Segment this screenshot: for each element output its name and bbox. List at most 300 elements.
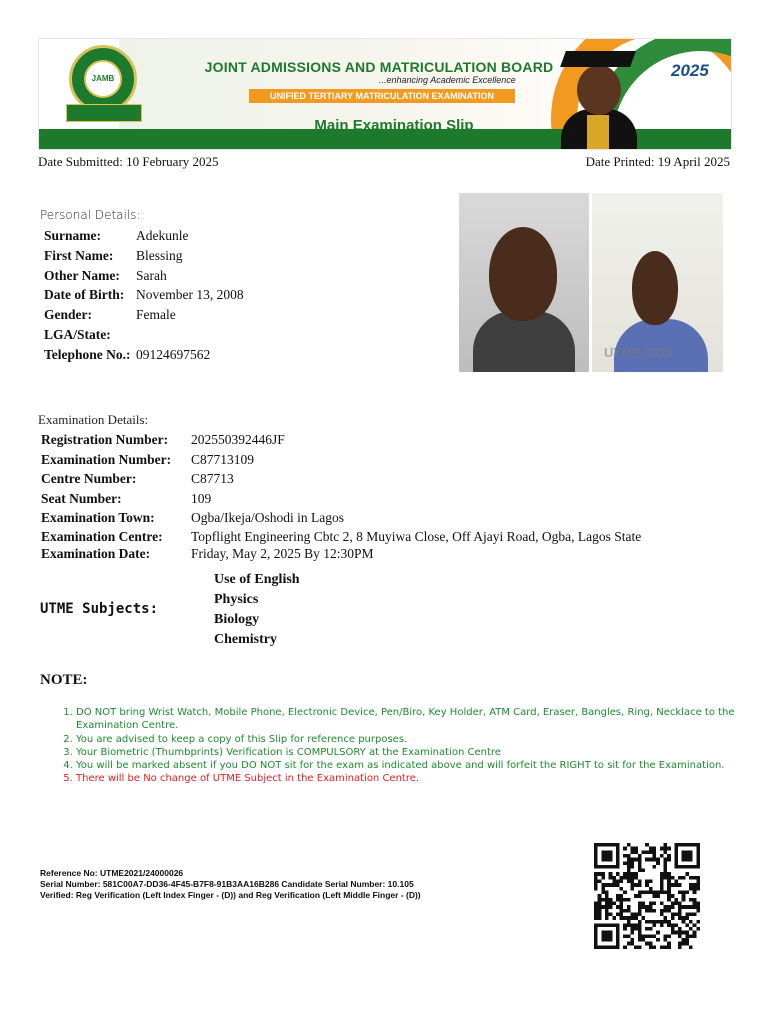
field-label: Centre Number: — [41, 471, 137, 487]
qr-module — [663, 850, 667, 854]
candidate-passport-photo — [459, 193, 589, 372]
note-item-warning: 5. There will be No change of UTME Subject in the Examination Centre. — [76, 772, 736, 785]
qr-module — [642, 901, 646, 905]
qr-module — [652, 847, 656, 851]
qr-module — [693, 876, 697, 880]
qr-module — [631, 880, 635, 884]
qr-module — [674, 901, 678, 905]
qr-module — [656, 858, 660, 862]
qr-module — [678, 876, 682, 880]
qr-module — [601, 887, 605, 891]
subject-item: Physics — [214, 592, 259, 607]
qr-module — [689, 883, 693, 887]
qr-module — [649, 942, 653, 946]
qr-module — [671, 876, 675, 880]
qr-module — [693, 887, 697, 891]
qr-module — [671, 927, 675, 931]
qr-module — [667, 942, 671, 946]
table-row — [44, 246, 252, 266]
utme-subjects-list — [214, 570, 300, 650]
qr-module — [696, 880, 700, 884]
qr-module — [696, 909, 700, 913]
qr-module — [605, 901, 609, 905]
reference-block — [40, 868, 421, 901]
field-value: 202550392446JF — [191, 432, 285, 447]
table-row — [41, 545, 649, 562]
qr-module — [594, 916, 598, 920]
qr-module — [685, 872, 689, 876]
qr-module — [634, 945, 638, 949]
qr-module — [678, 912, 682, 916]
qr-module — [667, 872, 671, 876]
qr-module — [601, 883, 605, 887]
logo-emblem — [84, 60, 122, 98]
qr-module — [631, 923, 635, 927]
note-list — [40, 706, 736, 786]
qr-module — [609, 872, 613, 876]
qr-module — [656, 920, 660, 924]
qr-module — [645, 858, 649, 862]
qr-module — [682, 905, 686, 909]
qr-module — [627, 920, 631, 924]
logo-text: JAMB — [91, 74, 115, 83]
qr-module — [660, 872, 664, 876]
qr-module — [649, 880, 653, 884]
qr-module — [623, 898, 627, 902]
date-submitted: Date Submitted: 10 February 2025 — [38, 154, 219, 169]
field-label: Other Name: — [44, 267, 120, 283]
qr-module — [601, 898, 605, 902]
table-row — [41, 430, 649, 450]
photo-stamp: UTME 2025 — [604, 345, 674, 360]
table-row — [44, 325, 252, 345]
graduate-image — [559, 45, 639, 149]
qr-module — [631, 883, 635, 887]
qr-module — [696, 887, 700, 891]
qr-module — [678, 901, 682, 905]
qr-module — [609, 898, 613, 902]
qr-module — [645, 927, 649, 931]
qr-module — [674, 912, 678, 916]
qr-module — [612, 883, 616, 887]
qr-module — [652, 934, 656, 938]
field-label: Seat Number: — [41, 490, 122, 506]
qr-module — [663, 938, 667, 942]
field-label: Examination Number: — [41, 451, 172, 467]
qr-module — [678, 942, 682, 946]
qr-module — [623, 861, 627, 865]
qr-module — [620, 912, 624, 916]
qr-module — [638, 894, 642, 898]
qr-module — [616, 880, 620, 884]
board-tagline: ...enhancing Academic Excellence — [379, 75, 516, 85]
qr-module — [656, 894, 660, 898]
qr-module — [656, 931, 660, 935]
qr-module — [696, 920, 700, 924]
utme-subjects-label: UTME Subjects: — [40, 601, 159, 617]
qr-module — [623, 872, 627, 876]
qr-module — [663, 843, 667, 847]
qr-module — [649, 945, 653, 949]
note-item: 4. You will be marked absent if you DO NOT sit for the exam as indicated above and will forfeit the RIGHT to sit for the Examination. — [76, 759, 736, 772]
qr-module — [627, 898, 631, 902]
qr-module — [660, 891, 664, 895]
qr-module — [671, 883, 675, 887]
qr-module — [620, 901, 624, 905]
qr-module — [667, 891, 671, 895]
qr-module — [682, 920, 686, 924]
field-value — [136, 325, 252, 345]
qr-module — [634, 850, 638, 854]
qr-module — [685, 931, 689, 935]
qr-module — [616, 898, 620, 902]
qr-module — [660, 887, 664, 891]
qr-module — [645, 934, 649, 938]
field-label: Examination Town: — [41, 510, 155, 526]
qr-module — [693, 931, 697, 935]
subject-item: Use of English — [214, 572, 300, 587]
qr-module — [631, 931, 635, 935]
qr-module — [616, 905, 620, 909]
qr-module — [627, 923, 631, 927]
qr-module — [598, 909, 602, 913]
qr-module — [601, 891, 605, 895]
qr-module — [689, 927, 693, 931]
qr-module — [620, 898, 624, 902]
subject-item: Biology — [214, 612, 260, 627]
graduation-cap-icon — [560, 51, 636, 67]
exam-name-bar: UNIFIED TERTIARY MATRICULATION EXAMINATION — [249, 89, 515, 103]
qr-module — [623, 909, 627, 913]
qr-module — [663, 920, 667, 924]
note-item: 3. Your Biometric (Thumbprints) Verification is COMPULSORY at the Examination Centre — [76, 746, 736, 759]
qr-module — [682, 931, 686, 935]
qr-module — [652, 865, 656, 869]
qr-module — [631, 872, 635, 876]
qr-module — [689, 934, 693, 938]
qr-module — [594, 887, 598, 891]
qr-module — [652, 850, 656, 854]
qr-module — [671, 923, 675, 927]
qr-module — [685, 912, 689, 916]
qr-module — [663, 916, 667, 920]
photo-head — [632, 251, 678, 325]
qr-module — [689, 945, 693, 949]
qr-module — [605, 905, 609, 909]
qr-module — [649, 887, 653, 891]
qr-module — [609, 876, 613, 880]
qr-module — [594, 905, 598, 909]
qr-module — [667, 920, 671, 924]
qr-module — [638, 869, 642, 873]
qr-module — [601, 905, 605, 909]
qr-module — [616, 872, 620, 876]
qr-module — [642, 905, 646, 909]
field-label: Surname: — [44, 228, 101, 243]
qr-module — [696, 883, 700, 887]
qr-module — [649, 934, 653, 938]
qr-module — [623, 916, 627, 920]
qr-module — [631, 887, 635, 891]
photo-head — [489, 227, 557, 321]
qr-module — [660, 876, 664, 880]
qr-module — [663, 869, 667, 873]
qr-module — [689, 887, 693, 891]
note-item: 2. You are advised to keep a copy of this Slip for reference purposes. — [76, 733, 736, 746]
board-title: JOINT ADMISSIONS AND MATRICULATION BOARD — [204, 59, 554, 75]
qr-module — [598, 872, 602, 876]
qr-module — [674, 923, 678, 927]
qr-module — [682, 894, 686, 898]
qr-module — [638, 945, 642, 949]
qr-module — [638, 938, 642, 942]
graduate-stole — [587, 115, 609, 149]
qr-module — [689, 912, 693, 916]
qr-module — [601, 876, 605, 880]
qr-module — [620, 887, 624, 891]
qr-module — [663, 909, 667, 913]
qr-module — [620, 916, 624, 920]
field-value: Female — [136, 307, 176, 323]
qr-module — [616, 883, 620, 887]
qr-module — [671, 894, 675, 898]
qr-module — [638, 861, 642, 865]
slip-title: Main Examination Slip — [314, 117, 474, 134]
qr-module — [642, 934, 646, 938]
qr-module — [631, 861, 635, 865]
qr-module — [634, 847, 638, 851]
field-value: Adekunle — [136, 228, 189, 243]
qr-module — [594, 872, 598, 876]
qr-module — [645, 942, 649, 946]
table-row — [44, 226, 252, 246]
qr-module — [649, 909, 653, 913]
qr-module — [674, 898, 678, 902]
qr-module — [609, 912, 613, 916]
qr-module — [656, 861, 660, 865]
qr-module — [631, 858, 635, 862]
qr-module — [645, 850, 649, 854]
exam-details-heading: Examination Details: — [38, 412, 149, 427]
field-label: Examination Date: — [41, 545, 151, 561]
qr-module — [638, 891, 642, 895]
qr-module — [605, 898, 609, 902]
subject-item: Chemistry — [214, 632, 277, 647]
qr-module — [663, 891, 667, 895]
qr-module — [598, 898, 602, 902]
qr-module — [627, 869, 631, 873]
qr-module — [638, 931, 642, 935]
qr-module — [645, 880, 649, 884]
qr-module — [649, 847, 653, 851]
qr-module — [627, 916, 631, 920]
qr-module — [696, 905, 700, 909]
field-label: LGA/State: — [44, 326, 111, 342]
qr-module — [594, 909, 598, 913]
field-value: Sarah — [136, 267, 167, 283]
qr-module — [685, 934, 689, 938]
qr-module — [663, 861, 667, 865]
verification-status: Verified: Reg Verification (Left Index Finger - (D)) and Reg Verification (Left Middle Finger - (D)) — [40, 890, 421, 900]
qr-module — [674, 883, 678, 887]
qr-module — [612, 901, 616, 905]
qr-module — [652, 923, 656, 927]
qr-module — [693, 912, 697, 916]
qr-module — [638, 865, 642, 869]
table-row — [41, 489, 649, 509]
qr-module — [667, 858, 671, 862]
qr-module — [671, 905, 675, 909]
qr-module — [598, 880, 602, 884]
qr-module — [660, 883, 664, 887]
field-label: Date of Birth: — [44, 287, 125, 303]
qr-module — [638, 858, 642, 862]
qr-module — [682, 942, 686, 946]
personal-details-table — [44, 226, 252, 365]
qr-module — [598, 905, 602, 909]
qr-module — [678, 916, 682, 920]
qr-module — [660, 880, 664, 884]
qr-module — [634, 883, 638, 887]
qr-module — [678, 934, 682, 938]
field-label: Examination Centre: — [41, 528, 163, 544]
table-row — [41, 528, 649, 545]
qr-module — [627, 872, 631, 876]
qr-module — [645, 905, 649, 909]
qr-module — [612, 916, 616, 920]
qr-module — [682, 938, 686, 942]
qr-module — [605, 894, 609, 898]
field-value: Blessing — [136, 247, 183, 263]
logo-ribbon — [66, 104, 142, 122]
note-item: 1. DO NOT bring Wrist Watch, Mobile Phone, Electronic Device, Pen/Biro, Key Holder, ATM Card, Eraser, Bangles, Ring, Necklace to the Examination Centre. — [76, 706, 736, 733]
qr-module — [678, 905, 682, 909]
banner-year: 2025 — [671, 61, 709, 80]
qr-module — [667, 923, 671, 927]
qr-module — [631, 942, 635, 946]
qr-module — [663, 858, 667, 862]
qr-module — [667, 894, 671, 898]
table-row — [44, 345, 252, 365]
qr-module — [667, 934, 671, 938]
field-label: Registration Number: — [41, 432, 169, 447]
qr-module — [638, 920, 642, 924]
qr-module — [671, 912, 675, 916]
qr-module — [649, 920, 653, 924]
qr-module — [671, 931, 675, 935]
qr-module — [620, 880, 624, 884]
qr-module — [620, 894, 624, 898]
field-label: Telephone No.: — [44, 346, 131, 362]
qr-module — [623, 934, 627, 938]
qr-module — [642, 869, 646, 873]
qr-module — [663, 872, 667, 876]
field-label: Gender: — [44, 307, 92, 323]
field-value: C87713 — [191, 471, 234, 487]
qr-module — [627, 858, 631, 862]
qr-module — [667, 909, 671, 913]
qr-module — [660, 923, 664, 927]
qr-module — [598, 912, 602, 916]
qr-module — [660, 901, 664, 905]
field-value: Ogba/Ikeja/Oshodi in Lagos — [191, 510, 344, 526]
qr-module — [631, 912, 635, 916]
qr-module — [693, 883, 697, 887]
qr-module — [612, 880, 616, 884]
qr-module — [663, 876, 667, 880]
qr-module — [623, 876, 627, 880]
qr-module — [638, 923, 642, 927]
qr-module — [660, 945, 664, 949]
qr-module — [660, 854, 664, 858]
qr-module — [634, 927, 638, 931]
qr-module — [671, 901, 675, 905]
field-value: Friday, May 2, 2025 By 12:30PM — [191, 545, 374, 561]
qr-module — [638, 880, 642, 884]
qr-module — [663, 847, 667, 851]
qr-module — [685, 891, 689, 895]
qr-module — [667, 847, 671, 851]
qr-module — [663, 905, 667, 909]
qr-module — [667, 898, 671, 902]
serial-number: Serial Number: 581C00A7-DD36-4F45-B7F8-91B3AA16B286 Candidate Serial Number: 10.105 — [40, 879, 414, 889]
qr-module — [667, 880, 671, 884]
qr-module — [678, 931, 682, 935]
note-heading: NOTE: — [40, 672, 88, 688]
qr-module — [678, 909, 682, 913]
qr-module — [634, 894, 638, 898]
qr-module — [627, 905, 631, 909]
date-printed: Date Printed: 19 April 2025 — [585, 154, 730, 169]
qr-module — [623, 847, 627, 851]
table-row — [44, 266, 252, 286]
qr-module — [652, 920, 656, 924]
qr-module — [689, 876, 693, 880]
qr-module — [638, 883, 642, 887]
qr-module — [667, 876, 671, 880]
qr-module — [627, 854, 631, 858]
qr-module — [660, 847, 664, 851]
qr-module — [620, 905, 624, 909]
qr-module — [696, 901, 700, 905]
qr-module — [638, 912, 642, 916]
qr-module — [631, 927, 635, 931]
qr-module — [645, 883, 649, 887]
qr-module — [627, 880, 631, 884]
qr-module — [682, 876, 686, 880]
field-label: First Name: — [44, 247, 114, 263]
qr-module — [649, 901, 653, 905]
qr-module — [678, 927, 682, 931]
qr-module — [609, 901, 613, 905]
qr-module — [623, 945, 627, 949]
field-value: C87713109 — [191, 451, 255, 467]
qr-module — [645, 909, 649, 913]
qr-module — [642, 850, 646, 854]
qr-module — [598, 901, 602, 905]
qr-module — [652, 858, 656, 862]
qr-module — [663, 865, 667, 869]
qr-module — [627, 843, 631, 847]
qr-module — [634, 876, 638, 880]
qr-module — [605, 909, 609, 913]
qr-module — [667, 854, 671, 858]
qr-module — [638, 905, 642, 909]
qr-module — [660, 912, 664, 916]
qr-module — [652, 945, 656, 949]
qr-module — [594, 883, 598, 887]
qr-module — [678, 945, 682, 949]
